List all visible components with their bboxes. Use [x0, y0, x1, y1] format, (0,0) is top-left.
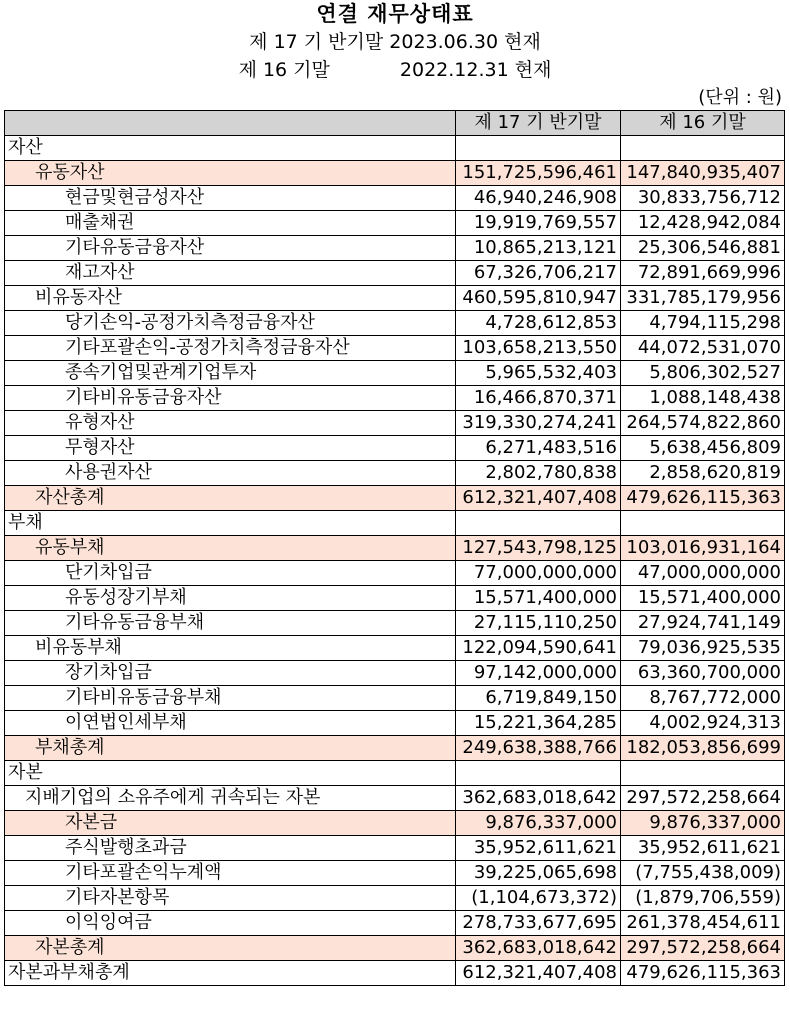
table-row [5, 911, 785, 936]
prior-period-value: 79,036,925,535 [621, 636, 785, 661]
account-name-cell: 자산총계 [5, 486, 456, 511]
account-name-cell: 기타유동금융부채 [5, 611, 456, 636]
table-row [5, 286, 785, 311]
table-row [5, 536, 785, 561]
current-period-value: 4,728,612,853 [456, 311, 621, 336]
prior-period-value: 30,833,756,712 [621, 186, 785, 211]
current-period-value: 77,000,000,000 [456, 561, 621, 586]
table-row [5, 936, 785, 961]
prior-period-value: 261,378,454,611 [621, 911, 785, 936]
account-name-cell: 유동부채 [5, 536, 456, 561]
prior-period-value: 8,767,772,000 [621, 686, 785, 711]
account-name-cell: 유형자산 [5, 411, 456, 436]
table-row [5, 636, 785, 661]
account-name-cell: 비유동자산 [5, 286, 456, 311]
current-period-value: 9,876,337,000 [456, 811, 621, 836]
account-name-cell: 매출채권 [5, 211, 456, 236]
account-name-cell: 주식발행초과금 [5, 836, 456, 861]
table-row [5, 436, 785, 461]
table-row [5, 336, 785, 361]
prior-period-value [621, 511, 785, 536]
account-name-cell: 단기차입금 [5, 561, 456, 586]
account-name-cell: 비유동부채 [5, 636, 456, 661]
table-row [5, 786, 785, 811]
table-row [5, 736, 785, 761]
table-row [5, 211, 785, 236]
prior-period-value: 2,858,620,819 [621, 461, 785, 486]
current-period-value: 278,733,677,695 [456, 911, 621, 936]
prior-period-value: (7,755,438,009) [621, 861, 785, 886]
current-period-value: 249,638,388,766 [456, 736, 621, 761]
table-header-row [5, 111, 785, 136]
current-period-value: 5,965,532,403 [456, 361, 621, 386]
current-period-value: 122,094,590,641 [456, 636, 621, 661]
account-name-cell: 사용권자산 [5, 461, 456, 486]
current-period-value: 2,802,780,838 [456, 461, 621, 486]
prior-period-value [621, 761, 785, 786]
account-name-cell: 자본 [5, 761, 456, 786]
prior-period-value: 12,428,942,084 [621, 211, 785, 236]
current-period-value: 460,595,810,947 [456, 286, 621, 311]
table-row [5, 661, 785, 686]
account-name-cell: 부채총계 [5, 736, 456, 761]
current-period-value: 6,719,849,150 [456, 686, 621, 711]
prior-period-value [621, 136, 785, 161]
account-name-cell: 기타포괄손익-공정가치측정금융자산 [5, 336, 456, 361]
table-row [5, 761, 785, 786]
account-name-cell: 지배기업의 소유주에게 귀속되는 자본 [5, 786, 456, 811]
current-period-value: 67,326,706,217 [456, 261, 621, 286]
current-period-value: 97,142,000,000 [456, 661, 621, 686]
current-period-value: 15,221,364,285 [456, 711, 621, 736]
table-row [5, 511, 785, 536]
current-period-value: 10,865,213,121 [456, 236, 621, 261]
column-header-account [5, 111, 456, 136]
prior-period-label: 제 16 기말 [238, 59, 330, 81]
account-name-cell: 무형자산 [5, 436, 456, 461]
prior-period-value: 4,794,115,298 [621, 311, 785, 336]
current-period-value: 46,940,246,908 [456, 186, 621, 211]
prior-period-value: 147,840,935,407 [621, 161, 785, 186]
prior-period-value: 297,572,258,664 [621, 936, 785, 961]
current-period-value: 612,321,407,408 [456, 486, 621, 511]
prior-period-value: 479,626,115,363 [621, 486, 785, 511]
account-name-cell: 이익잉여금 [5, 911, 456, 936]
prior-period-value: 72,891,669,996 [621, 261, 785, 286]
current-period-value: 15,571,400,000 [456, 586, 621, 611]
current-period-value: 35,952,611,621 [456, 836, 621, 861]
prior-period-value: 1,088,148,438 [621, 386, 785, 411]
account-name-cell: 이연법인세부채 [5, 711, 456, 736]
column-header-current: 제 17 기 반기말 [456, 111, 621, 136]
current-period-value: 39,225,065,698 [456, 861, 621, 886]
current-period-value: (1,104,673,372) [456, 886, 621, 911]
current-period-value: 6,271,483,516 [456, 436, 621, 461]
current-period-value: 127,543,798,125 [456, 536, 621, 561]
account-name-cell: 자본과부채총계 [5, 961, 456, 986]
account-name-cell: 기타포괄손익누계액 [5, 861, 456, 886]
current-period-value: 362,683,018,642 [456, 786, 621, 811]
prior-period-value: 35,952,611,621 [621, 836, 785, 861]
prior-period-value: 47,000,000,000 [621, 561, 785, 586]
prior-period-value: 63,360,700,000 [621, 661, 785, 686]
current-period-value [456, 761, 621, 786]
table-row [5, 261, 785, 286]
prior-period-value: 5,806,302,527 [621, 361, 785, 386]
table-row [5, 686, 785, 711]
account-name-cell: 재고자산 [5, 261, 456, 286]
prior-period-value: 25,306,546,881 [621, 236, 785, 261]
table-row [5, 236, 785, 261]
account-name-cell: 장기차입금 [5, 661, 456, 686]
prior-period-value: 5,638,456,809 [621, 436, 785, 461]
account-name-cell: 기타비유동금융자산 [5, 386, 456, 411]
statement-title: 연결 재무상태표 [316, 2, 474, 26]
unit-label: (단위 : 원) [698, 87, 782, 108]
current-period-value: 19,919,769,557 [456, 211, 621, 236]
account-name-cell: 기타비유동금융부채 [5, 686, 456, 711]
table-row [5, 886, 785, 911]
account-name-cell: 기타자본항목 [5, 886, 456, 911]
prior-period-value: 44,072,531,070 [621, 336, 785, 361]
table-row [5, 136, 785, 161]
table-row [5, 811, 785, 836]
current-period-value: 362,683,018,642 [456, 936, 621, 961]
prior-period-value: 479,626,115,363 [621, 961, 785, 986]
account-name-cell: 기타유동금융자산 [5, 236, 456, 261]
table-row [5, 961, 785, 986]
table-row [5, 486, 785, 511]
current-period-line: 제 17 기 반기말 2023.06.30 현재 [249, 31, 541, 53]
table-row [5, 586, 785, 611]
table-row [5, 711, 785, 736]
current-period-value [456, 511, 621, 536]
prior-period-value: 27,924,741,149 [621, 611, 785, 636]
account-name-cell: 종속기업및관계기업투자 [5, 361, 456, 386]
current-period-value: 27,115,110,250 [456, 611, 621, 636]
current-period-value: 103,658,213,550 [456, 336, 621, 361]
account-name-cell: 유동자산 [5, 161, 456, 186]
table-row [5, 186, 785, 211]
prior-period-value: 9,876,337,000 [621, 811, 785, 836]
prior-period-value: 264,574,822,860 [621, 411, 785, 436]
prior-period-value: (1,879,706,559) [621, 886, 785, 911]
prior-period-value: 4,002,924,313 [621, 711, 785, 736]
current-period-value: 612,321,407,408 [456, 961, 621, 986]
current-period-value: 16,466,870,371 [456, 386, 621, 411]
table-row [5, 861, 785, 886]
table-row [5, 611, 785, 636]
account-name-cell: 자본총계 [5, 936, 456, 961]
prior-period-value: 182,053,856,699 [621, 736, 785, 761]
table-row [5, 386, 785, 411]
prior-period-value: 103,016,931,164 [621, 536, 785, 561]
prior-period-value: 331,785,179,956 [621, 286, 785, 311]
prior-period-value: 15,571,400,000 [621, 586, 785, 611]
prior-period-line [0, 58, 790, 82]
table-row [5, 361, 785, 386]
balance-sheet-table [4, 110, 785, 986]
table-row [5, 161, 785, 186]
prior-period-date: 2022.12.31 현재 [399, 59, 552, 81]
prior-period-value: 297,572,258,664 [621, 786, 785, 811]
table-row [5, 461, 785, 486]
account-name-cell: 부채 [5, 511, 456, 536]
account-name-cell: 당기손익-공정가치측정금융자산 [5, 311, 456, 336]
table-body [5, 136, 785, 986]
current-period-value [456, 136, 621, 161]
current-period-value: 319,330,274,241 [456, 411, 621, 436]
table-row [5, 561, 785, 586]
table-row [5, 411, 785, 436]
account-name-cell: 현금및현금성자산 [5, 186, 456, 211]
account-name-cell: 자산 [5, 136, 456, 161]
current-period-value: 151,725,596,461 [456, 161, 621, 186]
account-name-cell: 유동성장기부채 [5, 586, 456, 611]
account-name-cell: 자본금 [5, 811, 456, 836]
table-row [5, 311, 785, 336]
column-header-prior: 제 16 기말 [621, 111, 785, 136]
table-row [5, 836, 785, 861]
